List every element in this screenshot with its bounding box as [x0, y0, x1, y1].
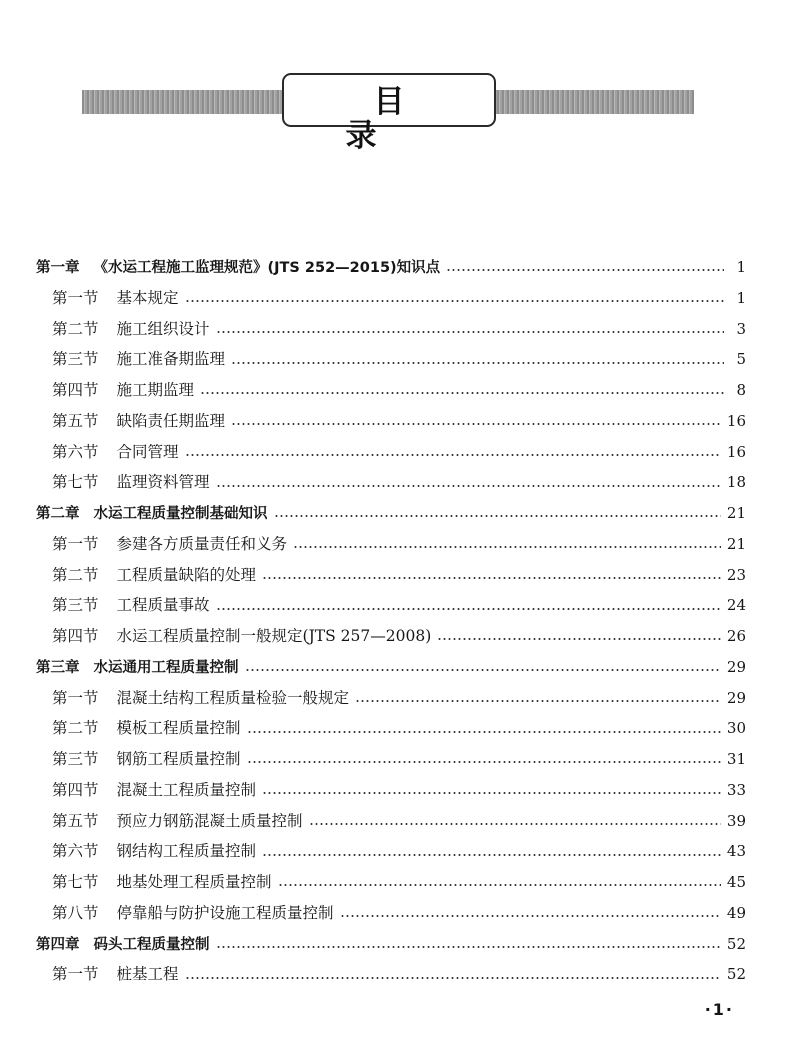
dot-leader [245, 669, 721, 671]
dot-leader [340, 915, 721, 917]
dot-leader [437, 638, 721, 640]
toc-section-entry [36, 406, 746, 437]
toc-section-entry [36, 683, 746, 714]
toc-entry-title: 施工期监理 [116, 381, 195, 399]
toc-section-entry [36, 775, 746, 806]
toc-entry-title: 混凝土结构工程质量检验一般规定 [116, 688, 350, 707]
toc-entry-number: 第一节 [52, 288, 99, 307]
toc-entry-number: 第一节 [52, 534, 99, 553]
toc-entry-page: 43 [726, 842, 746, 861]
toc-section-entry [36, 283, 746, 314]
toc-entry-page: 49 [726, 903, 746, 922]
toc-entry-title: 停靠船与防护设施工程质量控制 [116, 903, 334, 922]
toc-entry-number: 第六节 [52, 442, 99, 461]
toc-section-entry [36, 590, 746, 621]
toc-entry-page: 52 [726, 965, 746, 984]
toc-entry-number: 第三节 [52, 350, 99, 369]
toc-section-entry [36, 836, 746, 867]
toc-section-entry [36, 437, 746, 468]
toc-entry-page: 8 [736, 381, 746, 399]
toc-entry-number: 第一章 [36, 260, 80, 276]
toc-entry-page: 1 [736, 288, 746, 307]
toc-entry-number: 第二章 [36, 506, 80, 522]
toc-entry-number: 第六节 [52, 842, 99, 861]
dot-leader [262, 577, 721, 579]
dot-leader [216, 331, 724, 333]
toc-section-entry [36, 375, 746, 406]
dot-leader [216, 608, 721, 610]
toc-section-entry [36, 344, 746, 375]
toc-entry-title: 模板工程质量控制 [116, 719, 241, 738]
toc-entry-title: 码头工程质量控制 [93, 936, 210, 953]
toc-chapter-entry [36, 252, 746, 283]
toc-entry-page: 30 [726, 719, 746, 738]
dot-leader [274, 515, 721, 517]
toc-entry-page: 52 [726, 934, 746, 953]
toc-entry-number: 第四节 [52, 381, 99, 399]
dot-leader [185, 300, 724, 302]
toc-chapter-entry [36, 498, 746, 529]
toc-entry-title: 地基处理工程质量控制 [116, 873, 272, 891]
toc-entry-title: 钢结构工程质量控制 [116, 842, 257, 861]
toc-section-entry [36, 621, 746, 652]
toc-section-entry [36, 713, 746, 744]
toc-entry-number: 第五节 [52, 411, 99, 430]
toc-entry-page: 39 [726, 811, 746, 830]
toc-section-entry [36, 314, 746, 345]
toc-entry-number: 第二节 [52, 719, 99, 738]
toc-section-entry [36, 867, 746, 898]
toc-entry-number: 第四节 [52, 780, 99, 799]
toc-entry-title: 混凝土工程质量控制 [116, 780, 257, 799]
dot-leader [293, 546, 721, 548]
toc-section-entry [36, 806, 746, 837]
toc-entry-page: 31 [726, 750, 746, 768]
toc-entry-page: 45 [726, 873, 746, 891]
dot-leader [278, 884, 721, 886]
toc-section-entry [36, 529, 746, 560]
toc-entry-page: 1 [736, 258, 746, 276]
toc-entry-title: 水运工程质量控制基础知识 [93, 506, 268, 522]
toc-entry-title: 监理资料管理 [116, 473, 210, 492]
toc-section-entry [36, 467, 746, 498]
toc-entry-page: 29 [726, 657, 746, 676]
toc-entry-title: 钢筋工程质量控制 [116, 750, 241, 768]
toc-entry-title: 桩基工程 [116, 965, 179, 984]
toc-entry-number: 第七节 [52, 873, 99, 891]
toc-entry-number: 第八节 [52, 903, 99, 922]
table-of-contents [36, 252, 746, 990]
toc-entry-page: 24 [726, 596, 746, 615]
toc-entry-page: 29 [726, 688, 746, 707]
dot-leader [446, 269, 724, 271]
toc-entry-title: 施工组织设计 [116, 319, 210, 338]
toc-entry-number: 第一节 [52, 688, 99, 707]
toc-entry-page: 3 [736, 319, 746, 338]
toc-entry-number: 第二节 [52, 319, 99, 338]
toc-entry-number: 第四章 [36, 936, 80, 953]
dot-leader [216, 946, 721, 948]
toc-entry-number: 第二节 [52, 565, 99, 584]
toc-section-entry [36, 898, 746, 929]
dot-leader [185, 454, 721, 456]
toc-chapter-entry [36, 652, 746, 683]
toc-entry-page: 5 [736, 350, 746, 369]
toc-chapter-entry [36, 929, 746, 960]
dot-leader [231, 423, 721, 425]
toc-entry-page: 18 [726, 473, 746, 492]
toc-entry-title: 《水运工程施工监理规范》(JTS 252—2015)知识点 [93, 260, 441, 276]
toc-entry-page: 23 [726, 565, 746, 584]
dot-leader [355, 700, 721, 702]
toc-entry-title: 参建各方质量责任和义务 [116, 534, 288, 553]
toc-section-entry [36, 959, 746, 990]
toc-entry-title: 预应力钢筋混凝土质量控制 [116, 811, 303, 830]
toc-section-entry [36, 560, 746, 591]
toc-entry-title: 水运通用工程质量控制 [93, 659, 239, 676]
toc-entry-number: 第三节 [52, 750, 99, 768]
page-title: 目 录 [345, 84, 461, 154]
toc-entry-title: 工程质量事故 [116, 596, 210, 615]
dot-leader [247, 731, 721, 733]
toc-entry-page: 16 [726, 442, 746, 461]
toc-entry-title: 工程质量缺陷的处理 [116, 565, 257, 584]
dot-leader [247, 761, 721, 763]
toc-entry-number: 第三章 [36, 659, 80, 676]
title-frame [282, 73, 496, 154]
toc-entry-number: 第一节 [52, 965, 99, 984]
toc-entry-page: 21 [726, 504, 746, 522]
dot-leader [185, 977, 721, 979]
dot-leader [309, 823, 721, 825]
dot-leader [231, 362, 724, 364]
toc-entry-page: 16 [726, 411, 746, 430]
dot-leader [262, 854, 721, 856]
toc-entry-page: 26 [726, 627, 746, 645]
toc-entry-title: 水运工程质量控制一般规定(JTS 257—2008) [116, 627, 432, 645]
toc-entry-number: 第四节 [52, 627, 99, 645]
toc-section-entry [36, 744, 746, 775]
toc-entry-title: 合同管理 [116, 442, 179, 461]
toc-entry-page: 33 [726, 780, 746, 799]
page-number: ·1· [704, 1000, 734, 1019]
toc-entry-number: 第七节 [52, 473, 99, 492]
toc-entry-page: 21 [726, 534, 746, 553]
dot-leader [200, 392, 724, 394]
dot-leader [216, 485, 721, 487]
toc-entry-title: 基本规定 [116, 288, 179, 307]
toc-entry-number: 第五节 [52, 811, 99, 830]
dot-leader [262, 792, 721, 794]
toc-entry-title: 施工准备期监理 [116, 350, 226, 369]
toc-entry-number: 第三节 [52, 596, 99, 615]
toc-entry-title: 缺陷责任期监理 [116, 411, 226, 430]
